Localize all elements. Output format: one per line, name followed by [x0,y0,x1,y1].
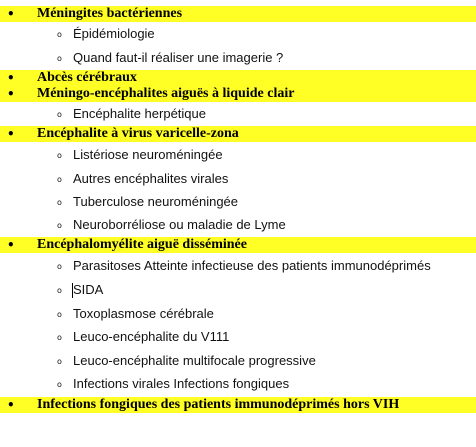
circle-bullet-icon: o [57,357,62,366]
list-item-label: Leuco-encéphalite multifocale progressive [73,353,316,368]
circle-bullet-icon: o [57,175,62,184]
bullet-icon: • [7,238,15,252]
circle-bullet-icon: o [57,333,62,342]
list-item-label: Autres encéphalites virales [73,171,229,186]
circle-bullet-icon: o [57,262,62,271]
circle-bullet-icon: o [57,30,62,39]
bullet-icon: • [7,7,15,21]
circle-bullet-icon: o [57,310,62,319]
section-heading-varicelle-zona [0,126,476,142]
circle-bullet-icon: o [57,110,62,119]
bullet-icon: • [7,87,15,101]
list-item-label: SIDA [73,282,104,297]
section-heading-meningo-encephalites [0,86,476,102]
list-item-label: Toxoplasmose cérébrale [73,306,214,321]
section-title: Infections fongiques des patients immunodéprimés hors VIH [37,397,400,412]
list-item [0,169,476,189]
section-heading-meningites [0,6,476,22]
section-title: Encéphalite à virus varicelle-zona [37,126,239,141]
circle-bullet-icon: o [57,286,62,295]
list-item-label: Infections virales Infections fongiques [73,376,290,391]
section-title: Méningites bactériennes [37,6,183,21]
list-item [0,145,476,165]
list-item [0,374,476,394]
list-item [0,304,476,324]
list-item [0,215,476,235]
circle-bullet-icon: o [57,380,62,389]
bullet-icon: • [7,127,15,141]
circle-bullet-icon: o [57,198,62,207]
list-item [0,24,476,44]
list-item-label: Parasitoses Atteinte infectieuse des patients immunodéprimés [73,258,431,273]
list-item-label: Tuberculose neuroméningée [73,194,239,209]
section-heading-abces [0,70,476,86]
list-item-label: Neuroborréliose ou maladie de Lyme [73,217,286,232]
bullet-icon: • [7,398,15,412]
list-item [0,327,476,347]
list-item [0,256,476,276]
section-title: Encéphalomyélite aiguë disséminée [37,237,247,252]
circle-bullet-icon: o [57,151,62,160]
list-item-label: Leuco-encéphalite du V111 [73,329,230,344]
bullet-icon: • [7,71,15,85]
circle-bullet-icon: o [57,221,62,230]
list-item [0,351,476,371]
section-heading-infections-fongiques [0,397,476,413]
list-item-label: Épidémiologie [73,26,155,41]
section-title: Abcès cérébraux [37,70,137,85]
list-item [0,48,476,68]
section-title: Méningo-encéphalites aiguës à liquide clair [37,86,295,101]
list-item [0,192,476,212]
list-item-label: Encéphalite herpétique [73,106,206,121]
section-heading-encephalomyelite [0,237,476,253]
circle-bullet-icon: o [57,54,62,63]
list-item [0,104,476,124]
text-cursor [72,283,73,298]
list-item-label: Listériose neuroméningée [73,147,223,162]
list-item-label: Quand faut-il réaliser une imagerie ? [73,50,284,65]
